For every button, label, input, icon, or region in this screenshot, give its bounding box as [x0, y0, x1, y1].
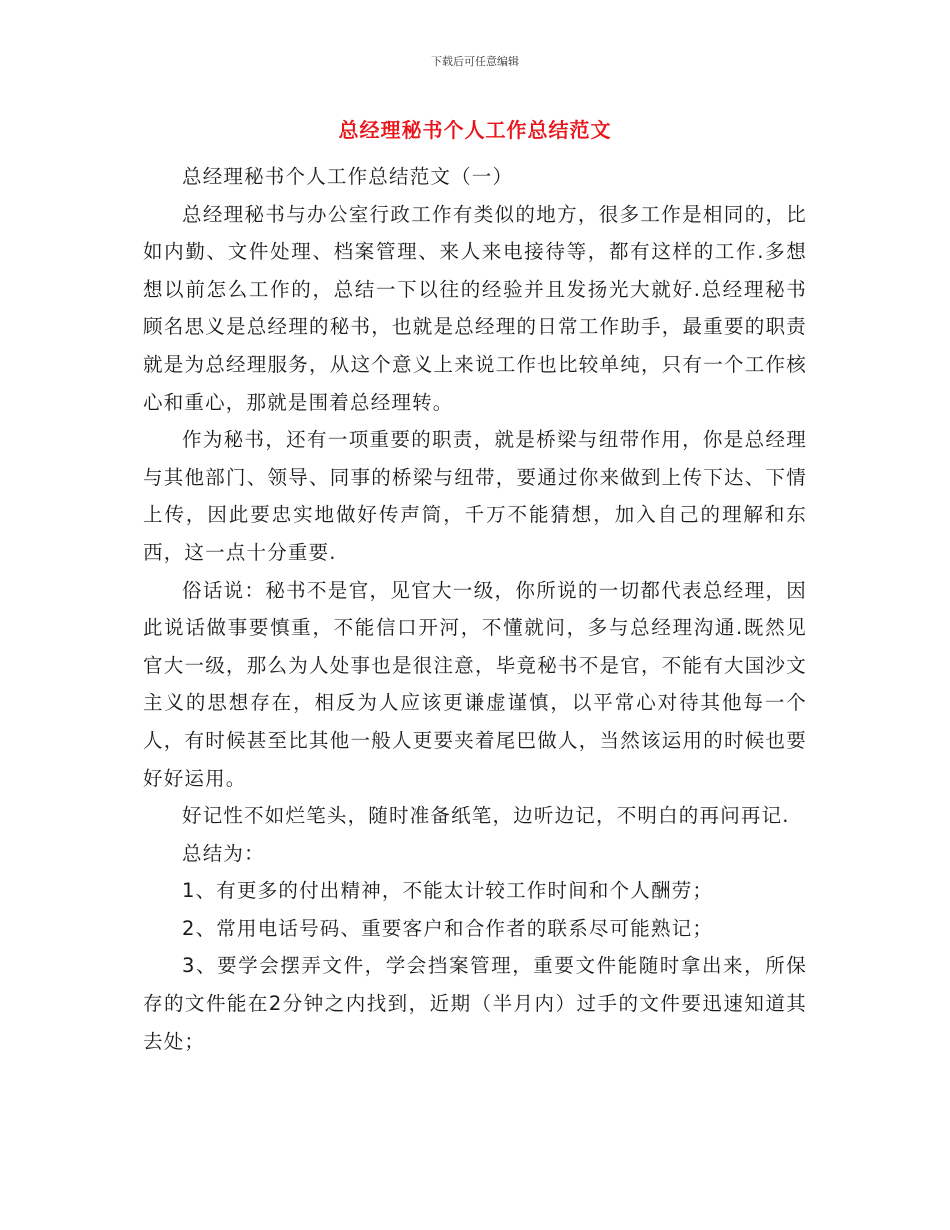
paragraph: 总经理秘书与办公室行政工作有类似的地方，很多工作是相同的，比如内勤、文件处理、档案管理、来人来电接待等，都有这样的工作.多想想以前怎么工作的，总结一下以往的经验并且发扬光大就好.总经理秘书顾名思义是总经理的秘书，也就是总经理的日常工作助手，最重要的职责就是为总经理服务，从这个意义上来说工作也比较单纯，只有一个工作核心和重心，那就是围着总经理转。	[143, 202, 807, 414]
paragraph-subtitle: 总经理秘书个人工作总结范文（一）	[182, 165, 514, 188]
paragraph: 俗话说：秘书不是官，见官大一级，你所说的一切都代表总经理，因此说话做事要慎重，不能信口开河，不懂就问，多与总经理沟通.既然见官大一级，那么为人处事也是很注意，毕竟秘书不是官，不能有大国沙文主义的思想存在，相反为人应该更谦虚谨慎，以平常心对待其他每一个人，有时候甚至比其他一般人更要夹着尾巴做人，当然该运用的时候也要好好运用。	[143, 578, 807, 790]
list-item: 1、有更多的付出精神，不能太计较工作时间和个人酬劳；	[182, 879, 714, 903]
header-note: 下载后可任意编辑	[431, 55, 519, 68]
document-body	[143, 158, 807, 1060]
document-title: 总经理秘书个人工作总结范文	[338, 118, 612, 142]
paragraph: 作为秘书，还有一项重要的职责，就是桥梁与纽带作用，你是总经理与其他部门、领导、同事的桥梁与纽带，要通过你来做到上传下达、下情上传，因此要忠实地做好传声筒，千万不能猜想，加入自己的理解和东西，这一点十分重要.	[143, 428, 807, 564]
paragraph: 好记性不如烂笔头，随时准备纸笔，边听边记，不明白的再问再记.	[182, 804, 790, 828]
list-item: 3、要学会摆弄文件，学会挡案管理，重要文件能随时拿出来，所保存的文件能在2分钟之内找到，近期（半月内）过手的文件要迅速知道其去处；	[143, 954, 807, 1053]
list-item: 2、常用电话号码、重要客户和合作者的联系尽可能熟记；	[182, 916, 714, 940]
paragraph-summary-heading: 总结为：	[182, 841, 265, 865]
